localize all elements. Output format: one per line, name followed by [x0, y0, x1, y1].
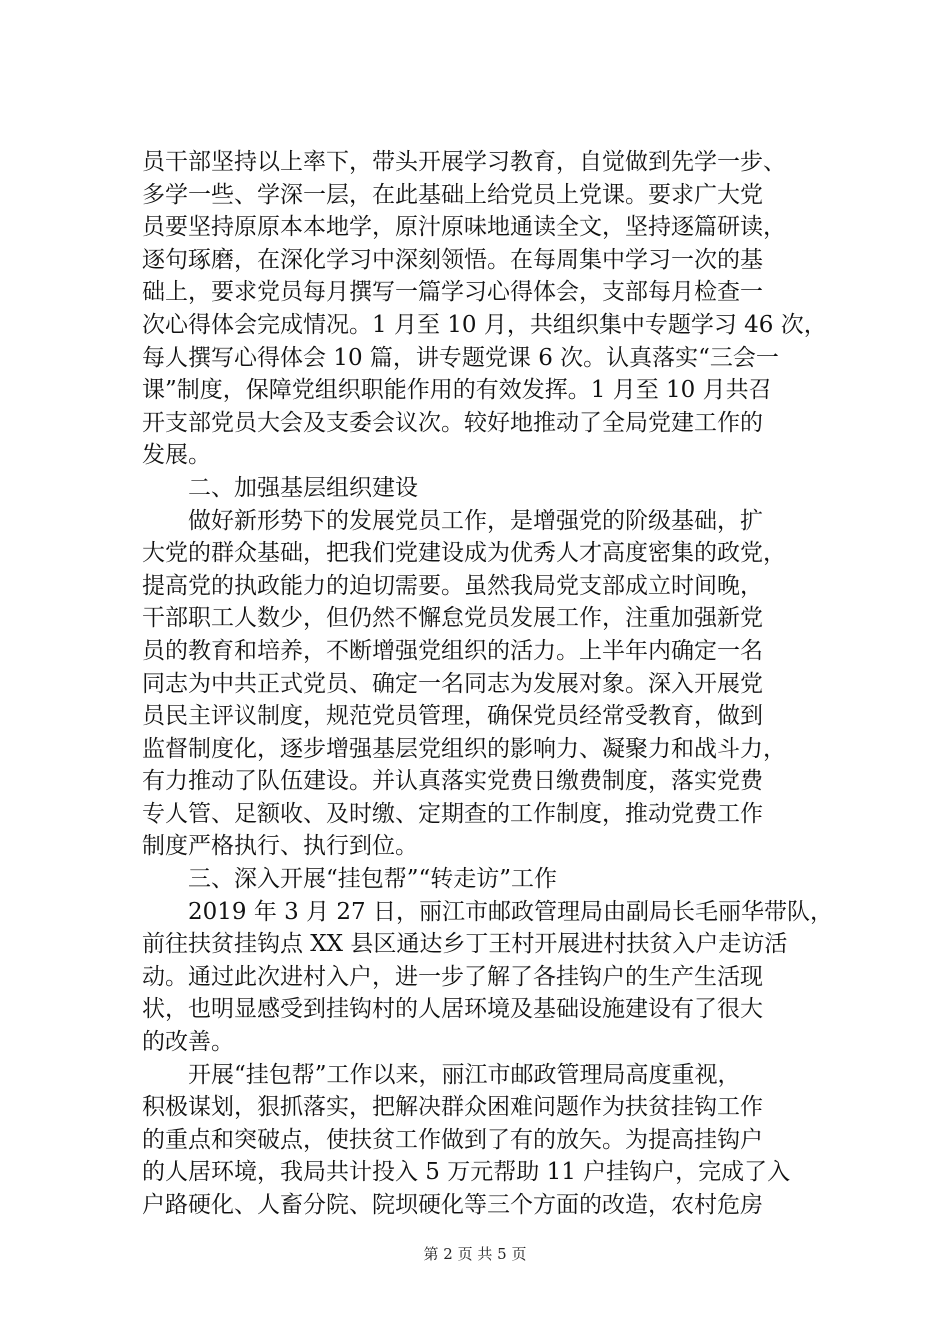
document-body	[142, 146, 832, 1222]
text-line: 开展“挂包帮”工作以来，丽江市邮政管理局高度重视，	[142, 1061, 741, 1088]
text-line: 前往扶贫挂钩点 XX 县区通达乡丁王村开展进村扶贫入户走访活	[142, 931, 788, 958]
text-line: 提高党的执政能力的迫切需要。虽然我局党支部成立时间晚，	[142, 572, 763, 599]
text-line: 每人撰写心得体会 10 篇，讲专题党课 6 次。认真落实“三会一	[142, 344, 779, 371]
text-line: 制度严格执行、执行到位。	[142, 833, 418, 860]
text-line: 课”制度，保障党组织职能作用的有效发挥。1 月至 10 月共召	[142, 377, 772, 404]
text-line: 员的教育和培养，不断增强党组织的活力。上半年内确定一名	[142, 637, 763, 664]
text-line: 户路硬化、人畜分院、院坝硬化等三个方面的改造，农村危房	[142, 1192, 763, 1218]
text-line: 专人管、足额收、及时缴、定期查的工作制度，推动党费工作	[142, 800, 763, 827]
text-line: 干部职工人数少，但仍然不懈怠党员发展工作，注重加强新党	[142, 605, 763, 632]
text-line: 员要坚持原原本本地学，原汁原味地通读全文，坚持逐篇研读，	[142, 214, 786, 241]
text-line: 大党的群众基础，把我们党建设成为优秀人才高度密集的政党，	[142, 540, 786, 567]
text-line: 做好新形势下的发展党员工作，是增强党的阶级基础，扩	[142, 507, 763, 534]
text-line: 开支部党员大会及支委会议次。较好地推动了全局党建工作的	[142, 409, 763, 436]
text-line: 的改善。	[142, 1029, 234, 1056]
text-line: 的人居环境，我局共计投入 5 万元帮助 11 户挂钩户，完成了入	[142, 1159, 791, 1186]
text-line: 同志为中共正式党员、确定一名同志为发展对象。深入开展党	[142, 670, 763, 697]
text-line: 有力推动了队伍建设。并认真落实党费日缴费制度，落实党费	[142, 768, 763, 795]
text-line: 员民主评议制度，规范党员管理，确保党员经常受教育，做到	[142, 703, 763, 730]
text-line: 状，也明显感受到挂钩村的人居环境及基础设施建设有了很大	[142, 996, 763, 1023]
text-line: 多学一些、学深一层，在此基础上给党员上党课。要求广大党	[142, 181, 763, 208]
section-heading: 三、深入开展“挂包帮”“转走访”工作	[142, 866, 558, 893]
text-line: 2019 年 3 月 27 日，丽江市邮政管理局由副局长毛丽华带队，	[142, 898, 833, 925]
text-line: 逐句琢磨，在深化学习中深刻领悟。在每周集中学习一次的基	[142, 246, 763, 273]
text-line: 的重点和突破点，使扶贫工作做到了有的放矢。为提高挂钩户	[142, 1126, 763, 1153]
text-line: 发展。	[142, 442, 211, 469]
text-line: 积极谋划，狠抓落实，把解决群众困难问题作为扶贫挂钩工作	[142, 1094, 763, 1121]
text-line: 动。通过此次进村入户，进一步了解了各挂钩户的生产生活现	[142, 963, 763, 990]
text-line: 础上，要求党员每月撰写一篇学习心得体会，支部每月检查一	[142, 279, 763, 306]
text-line: 次心得体会完成情况。1 月至 10 月，共组织集中专题学习 46 次，	[142, 311, 827, 338]
section-heading: 二、加强基层组织建设	[142, 474, 418, 501]
page-number-footer: 第 2 页 共 5 页	[423, 1245, 527, 1263]
text-line: 员干部坚持以上率下，带头开展学习教育，自觉做到先学一步、	[142, 149, 786, 175]
text-line: 监督制度化，逐步增强基层党组织的影响力、凝聚力和战斗力，	[142, 735, 786, 762]
